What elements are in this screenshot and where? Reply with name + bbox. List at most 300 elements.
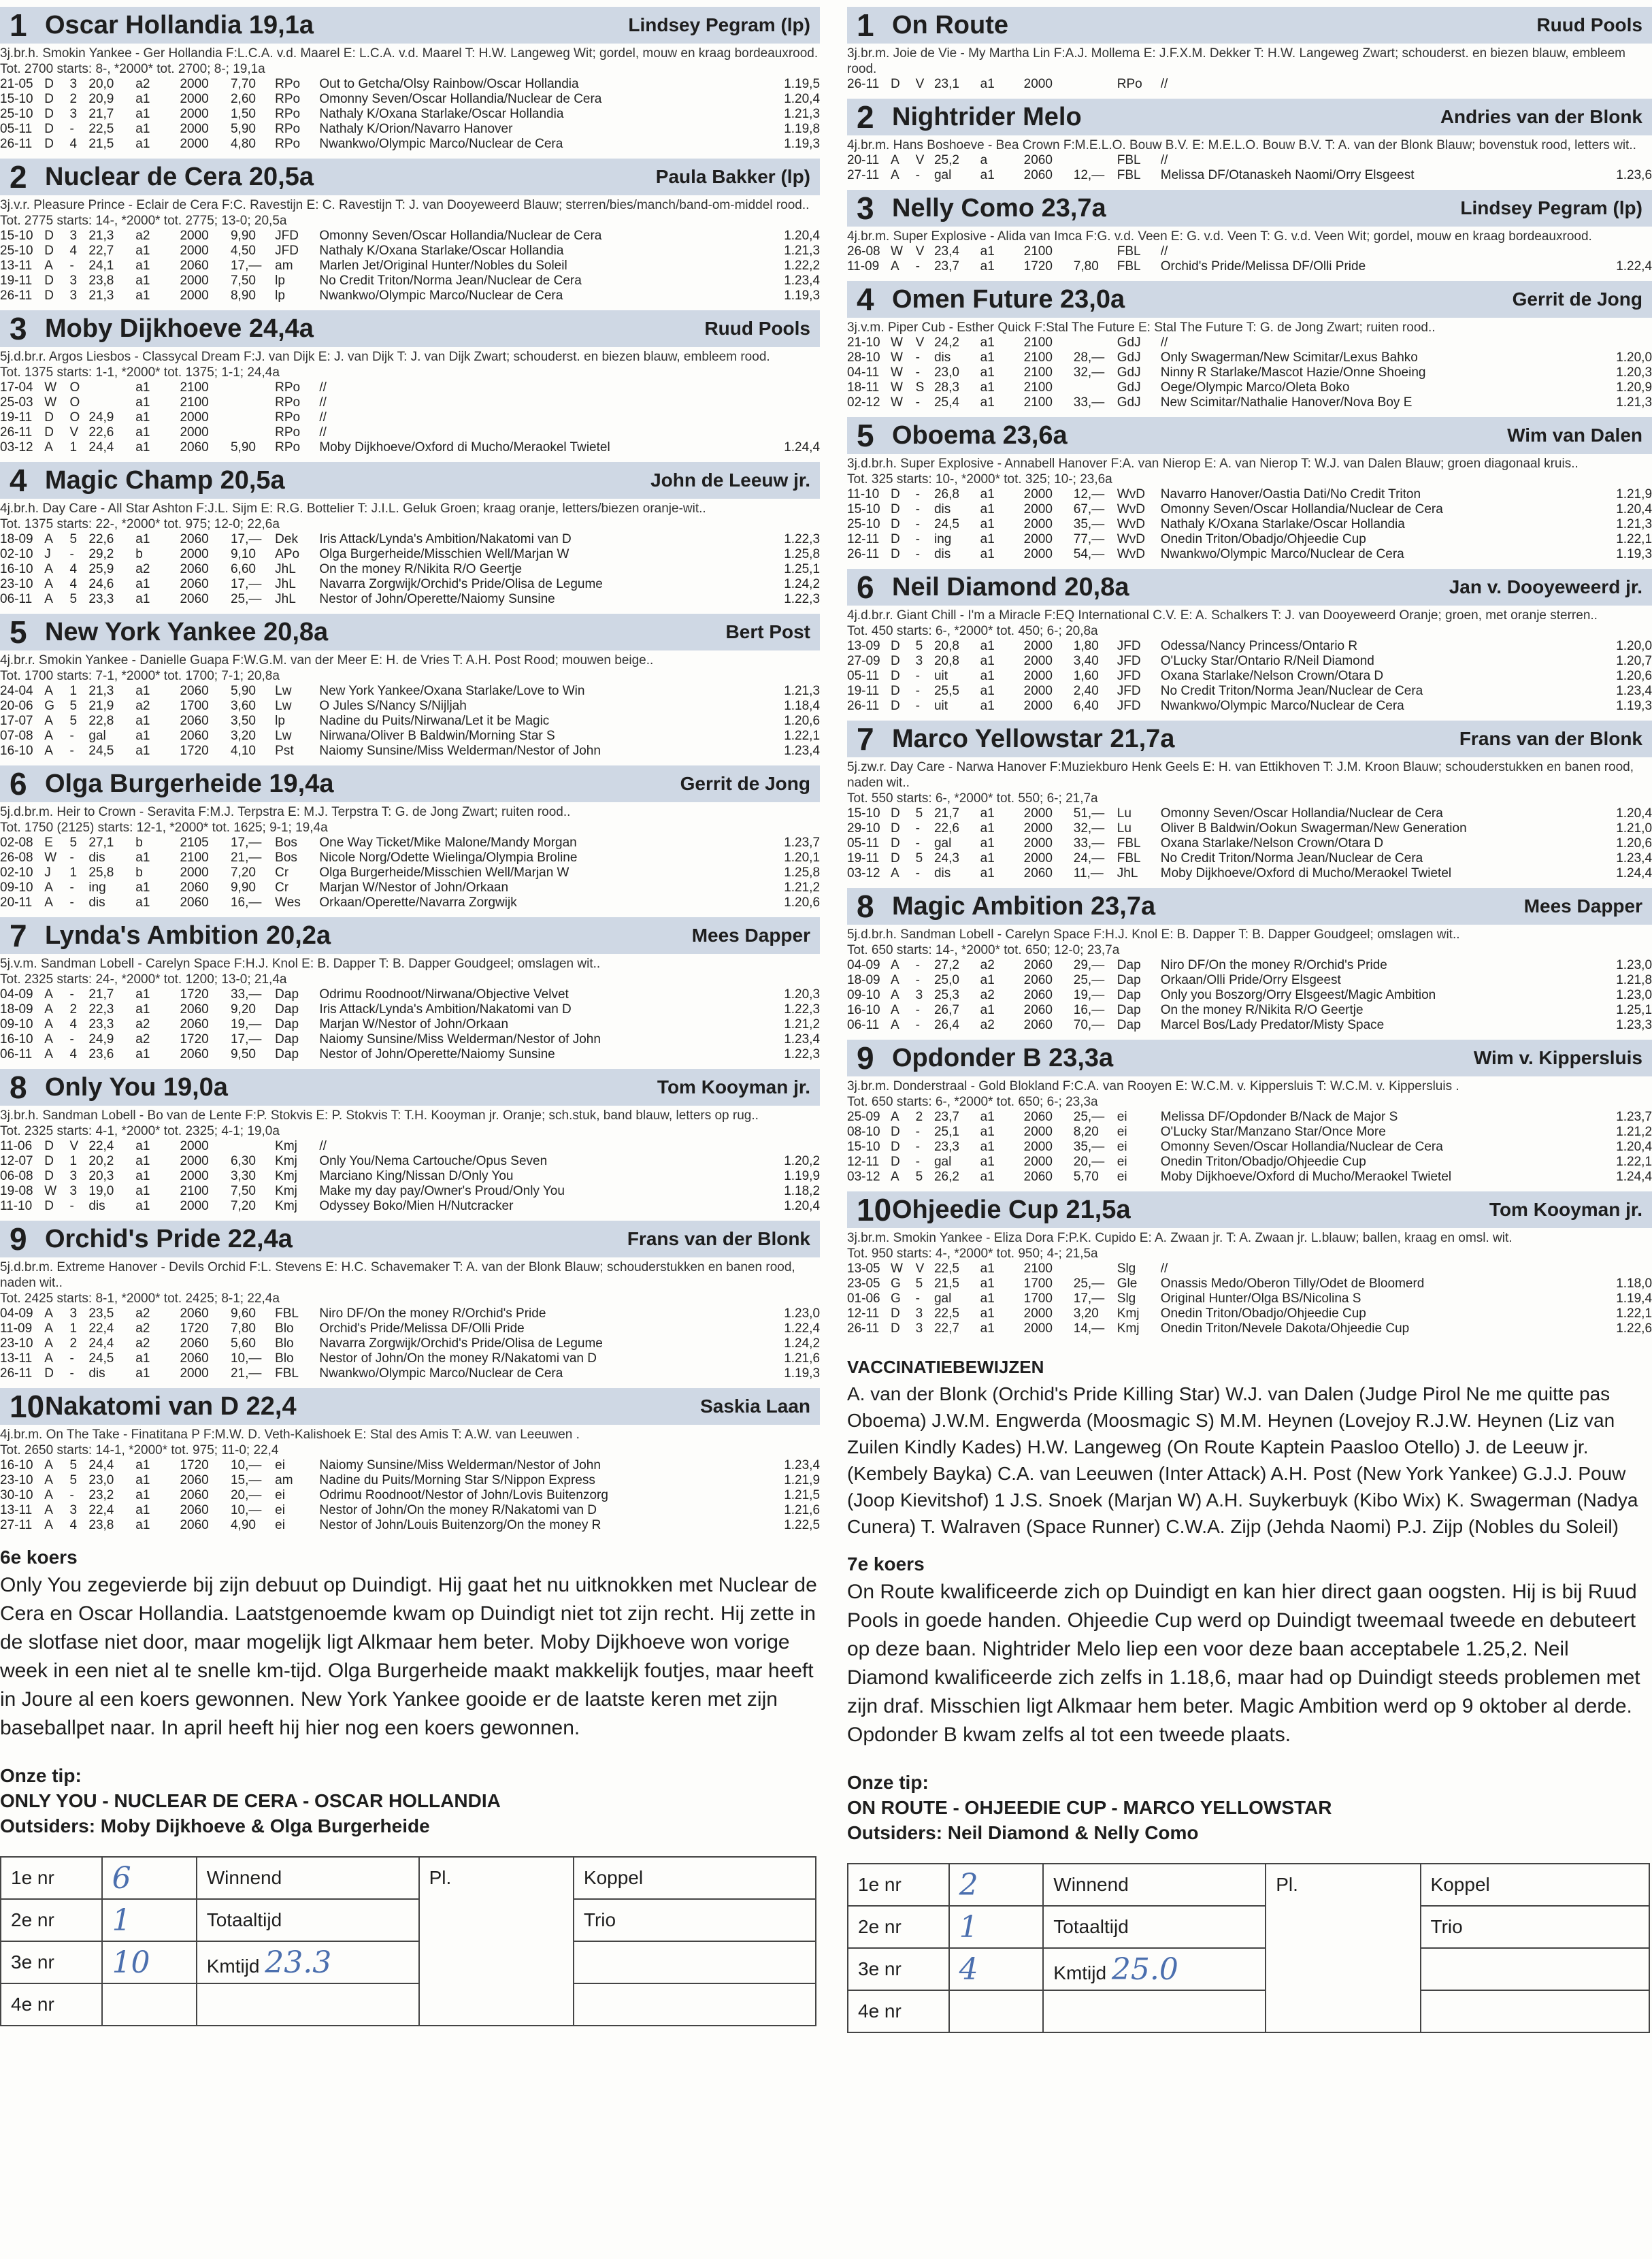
odds: 19,— (1073, 988, 1105, 1002)
class: a1 (980, 380, 995, 395)
winner-time: 1.19,3 (784, 288, 821, 303)
race-date: 03-12 (0, 440, 33, 455)
odds (1074, 380, 1117, 395)
class: a1 (980, 1262, 995, 1276)
race-result: Omonny Seven/Oscar Hollandia/Nuclear de Cera (319, 229, 602, 243)
class: a1 (135, 1366, 150, 1381)
race-date: 09-10 (847, 988, 880, 1002)
horse-name: Oscar Hollandia 19,1a (45, 10, 314, 39)
race-entry (0, 1221, 820, 1381)
driver: GdJ (1117, 335, 1141, 350)
km-time: 24,3 (934, 851, 959, 865)
driver: Dap (275, 1032, 299, 1046)
grid-label-n1: 1e nr (848, 1864, 949, 1906)
km-time: 24,9 (88, 1032, 114, 1046)
driver: Kmj (275, 1154, 297, 1168)
horse-header (847, 7, 1652, 44)
career-totals: Tot. 550 starts: 6-, *2000* tot. 550; 6-; 21,7a (847, 791, 1098, 806)
odds: 35,— (1073, 517, 1105, 531)
place: - (915, 821, 920, 836)
grid-field-n4[interactable] (102, 1983, 197, 2026)
track: D (891, 669, 900, 683)
track: A (44, 1488, 53, 1502)
race-result: Nicole Norg/Odette Wielinga/Olympia Broline (319, 851, 578, 865)
grid-field-kmtijd[interactable] (197, 1941, 419, 1983)
pedigree-info: 3j.d.br.h. Super Explosive - Annabell Hanover F:A. van Nierop E: A. van Nierop T: W.J. van Dalen Blauw; groen diagonaal kruis.. (847, 457, 1579, 471)
form-row (0, 729, 820, 744)
track: A (891, 988, 899, 1002)
race-date: 02-10 (0, 547, 33, 561)
km-time: 21,7 (934, 806, 959, 821)
odds: 5,90 (230, 440, 256, 455)
km-time: 22,4 (88, 1321, 114, 1336)
winner-time: 1.22,1 (1616, 532, 1652, 546)
odds: 17,— (1073, 1291, 1105, 1306)
distance: 2000 (180, 288, 209, 303)
winner-time: 1.21,3 (784, 107, 821, 121)
race-entry (847, 888, 1652, 1033)
form-row (0, 1503, 820, 1518)
horse-number: 7 (10, 918, 27, 953)
driver: JFD (1117, 669, 1141, 683)
form-row (847, 1262, 1652, 1276)
pedigree-info: 3j.v.m. Piper Cub - Esther Quick F:Stal The Future E: Stal The Future T: G. de Jong Zwart; ruiten rood.. (847, 320, 1436, 335)
place: - (915, 958, 920, 972)
horse-header (0, 917, 820, 954)
driver: RPo (275, 107, 301, 121)
race-date: 30-10 (0, 1488, 33, 1502)
trainer-name: Wim van Dalen (1507, 425, 1642, 446)
koers-text: Only You zegevierde bij zijn debuut op Duindigt. Hij gaat het nu uitknokken met Nuclear de Cera en Oscar Hollandia. Laatstgenoemde kwam op Duindigt niet tot zijn recht. Hij zette in de slotfase niet door, maar mogelijk ligt Alkmaar hem beter. Moby Dijkhoeve won vorige week in een niet al te snelle km-tijd. Olga Burgerheide maakt makkelijk foutjes, maar heeft in Joure al een koers gewonnen. New York Yankee gooide er de laatste keren met zijn baseballpet naar. In april heeft hij hier nog een koers gewonnen. (0, 1574, 817, 1739)
distance: 2000 (1023, 699, 1053, 713)
winner-time: 1.19,8 (784, 122, 821, 136)
odds: 6,40 (1073, 699, 1099, 713)
place: - (69, 1366, 74, 1381)
km-time: 21,3 (88, 229, 114, 243)
winner-time: 1.22,4 (784, 1321, 821, 1336)
distance: 2000 (180, 865, 209, 880)
odds: 9,10 (230, 547, 256, 561)
grid-empty-1[interactable] (1421, 1948, 1649, 1990)
pedigree-info: 4j.br.m. On The Take - Finatitana P F:M.W. D. Veth-Kalishoek E: Stal des Amis T: A.W. van Leeuwen . (0, 1428, 580, 1442)
form-row (0, 865, 820, 880)
grid-empty-3[interactable] (1421, 1990, 1649, 2032)
km-time: 20,8 (934, 654, 959, 668)
place: 5 (915, 806, 923, 821)
place: - (915, 365, 920, 380)
place: - (69, 122, 74, 136)
career-totals: Tot. 650 starts: 6-, *2000* tot. 650; 6-; 23,3a (847, 1095, 1098, 1109)
km-time: 25,2 (934, 153, 959, 167)
track: A (44, 1306, 53, 1321)
place: 3 (69, 288, 78, 303)
odds: 4,10 (230, 744, 256, 758)
winner-time: 1.20,4 (1616, 502, 1652, 516)
horse-header (0, 1069, 820, 1106)
pedigree-info: 3j.br.h. Smokin Yankee - Ger Hollandia F:L.C.A. v.d. Maarel E: L.C.A. v.d. Maarel T: H.W. Langeweg Wit; gordel, mouw en kraag bordeauxrood. (0, 46, 819, 61)
form-row (0, 699, 820, 714)
race-result: O'Lucky Star/Manzano Star/Once More (1160, 1125, 1386, 1139)
km-time: 22,5 (934, 1262, 959, 1276)
grid-label-n3: 3e nr (1, 1941, 102, 1983)
right-column (847, 0, 1652, 2033)
race-date: 19-11 (847, 851, 880, 865)
race-entry (0, 614, 820, 759)
horse-name: Ohjeedie Cup 21,5a (892, 1195, 1131, 1224)
distance: 2060 (1023, 1018, 1053, 1032)
odds: 3,60 (230, 699, 256, 713)
grid-field-n3[interactable] (102, 1941, 197, 1983)
km-time: 24,2 (934, 335, 959, 350)
track: D (44, 1154, 54, 1168)
race-date: 07-08 (0, 729, 33, 743)
class: a1 (980, 654, 995, 668)
track: D (891, 532, 900, 546)
race-result: Iris Attack/Lynda's Ambition/Nakatomi van D (319, 532, 572, 546)
horse-number: 6 (857, 570, 874, 605)
grid-field-n1[interactable] (102, 1857, 197, 1899)
odds: 11,— (1073, 866, 1104, 880)
form-row (847, 988, 1652, 1003)
km-time: 25,3 (934, 988, 959, 1002)
form-row (847, 699, 1652, 714)
driver: WvD (1117, 487, 1145, 501)
driver: WvD (1117, 547, 1145, 561)
odds: 16,— (230, 895, 262, 910)
race-date: 21-10 (847, 335, 880, 350)
place: - (915, 350, 920, 365)
koers-title: 7e koers (847, 1553, 925, 1574)
winner-time: 1.21,8 (1616, 973, 1652, 987)
form-row (0, 577, 820, 592)
distance: 2000 (180, 77, 209, 91)
km-time: 23,7 (934, 1110, 959, 1124)
distance: 1700 (1023, 1276, 1053, 1291)
driver: RPo (275, 122, 301, 136)
distance: 1720 (180, 1458, 209, 1472)
class: a2 (135, 1032, 150, 1046)
km-time: 20,3 (88, 1169, 114, 1183)
horse-name: Marco Yellowstar 21,7a (892, 724, 1175, 753)
place: - (69, 880, 74, 895)
class: a1 (135, 137, 150, 151)
career-totals: Tot. 950 starts: 4-, *2000* tot. 950; 4-; 21,5a (847, 1247, 1098, 1261)
driver: APo (275, 547, 300, 561)
distance: 2060 (1023, 973, 1053, 987)
race-entry (847, 721, 1652, 881)
track: A (44, 577, 53, 591)
driver: RPo (275, 440, 301, 455)
place: - (915, 532, 920, 546)
odds (1074, 153, 1117, 168)
distance: 2000 (1023, 77, 1053, 91)
trainer-name: Frans van der Blonk (627, 1228, 810, 1249)
trainer-name: Ruud Pools (704, 318, 810, 339)
class: a2 (135, 699, 150, 713)
class: a1 (980, 684, 995, 698)
race-date: 05-11 (847, 836, 880, 851)
class: a1 (980, 1306, 995, 1321)
class: a1 (135, 880, 150, 895)
class: a1 (980, 259, 995, 274)
odds: 70,— (1073, 1018, 1105, 1032)
class: a2 (980, 958, 995, 972)
place: 5 (915, 639, 923, 653)
distance: 2060 (180, 562, 209, 576)
distance: 2100 (180, 395, 209, 410)
track: A (44, 592, 53, 606)
class: a1 (980, 836, 995, 851)
distance: 2100 (180, 1184, 209, 1198)
race-date: 01-06 (847, 1291, 880, 1306)
form-row (847, 244, 1652, 259)
form-row (0, 1321, 820, 1336)
track: A (891, 259, 899, 274)
track: A (44, 729, 53, 743)
place: - (915, 836, 920, 851)
class: a2 (135, 1306, 150, 1321)
distance: 2060 (180, 1002, 209, 1017)
form-row (847, 153, 1652, 168)
km-time: 23,1 (934, 77, 959, 91)
odds: 5,90 (230, 122, 256, 136)
track: D (891, 1306, 900, 1321)
form-row (847, 395, 1652, 410)
driver: JFD (1117, 684, 1141, 698)
form-row (847, 1140, 1652, 1155)
handwritten-n3: 10 (112, 1945, 150, 1980)
km-time: 25,9 (88, 562, 114, 576)
odds: 7,80 (1073, 259, 1099, 274)
race-date: 15-10 (847, 806, 880, 821)
race-entry (847, 1191, 1652, 1336)
driver: lp (275, 288, 285, 303)
place: V (915, 335, 925, 350)
winner-time: 1.22,2 (784, 259, 821, 273)
odds: 16,— (1073, 1003, 1105, 1017)
driver: GdJ (1117, 365, 1141, 380)
race-date: 11-10 (0, 1199, 33, 1213)
race-date: 03-12 (847, 866, 880, 880)
race-date: 25-03 (0, 395, 33, 410)
race-date: 26-11 (847, 77, 880, 91)
track: A (44, 987, 53, 1002)
distance: 2000 (180, 1199, 209, 1213)
horse-number: 1 (10, 7, 27, 43)
grid-empty-2[interactable] (197, 1983, 419, 2026)
odds: 20,— (1073, 1155, 1105, 1169)
class: a2 (135, 1321, 150, 1336)
place: 5 (69, 1458, 78, 1472)
race-result: Marciano King/Nissan D/Only You (319, 1169, 514, 1183)
race-result: Iris Attack/Lynda's Ambition/Nakatomi van D (319, 1002, 572, 1017)
horse-number: 9 (10, 1221, 27, 1257)
winner-time: 1.19,3 (1616, 699, 1652, 713)
track: D (891, 1321, 900, 1336)
left-column (0, 0, 820, 2026)
grid-label-kmtijd: Kmtijd (206, 1955, 260, 1977)
track: A (891, 973, 899, 987)
horse-number: 3 (10, 311, 27, 346)
form-row (0, 395, 820, 410)
track: A (44, 1458, 53, 1472)
race-result: O Jules S/Nancy S/Nijljah (319, 699, 467, 713)
class: a1 (135, 244, 150, 258)
km-time: 22,7 (88, 244, 114, 258)
form-row (847, 259, 1652, 274)
place: 4 (69, 1047, 78, 1061)
race-date: 15-10 (847, 1140, 880, 1154)
race-entry (847, 281, 1652, 410)
km-time: 21,3 (88, 684, 114, 698)
driver: ei (275, 1518, 285, 1532)
horse-number: 10 (857, 1192, 892, 1227)
race-result: Melissa DF/Otanaskeh Naomi/Orry Elsgeest (1160, 168, 1415, 182)
grid-field-kmtijd[interactable] (1043, 1948, 1266, 1990)
grid-field-n2[interactable] (102, 1899, 197, 1941)
horse-name: Omen Future 23,0a (892, 284, 1125, 314)
class: a1 (135, 592, 150, 606)
race-result: Marjan W/Nestor of John/Orkaan (319, 1017, 509, 1032)
race-date: 02-12 (847, 395, 880, 410)
driver: FBL (275, 1306, 299, 1321)
horse-header (0, 159, 820, 195)
winner-time: 1.23,0 (1616, 988, 1652, 1002)
winner-time: 1.19,3 (784, 137, 821, 151)
km-time: ing (88, 880, 106, 895)
odds: 4,50 (230, 244, 256, 258)
place: 4 (69, 137, 78, 151)
race-result: Nadine du Puits/Nirwana/Let it be Magic (319, 714, 550, 728)
class: a1 (135, 744, 150, 758)
class: a1 (135, 1488, 150, 1502)
class: a1 (135, 92, 150, 106)
place: - (915, 517, 920, 531)
grid-field-n2[interactable] (949, 1906, 1044, 1948)
race-entry (847, 99, 1652, 183)
form-row (0, 137, 820, 152)
class: a1 (980, 1321, 995, 1336)
odds: 12,— (1073, 487, 1105, 501)
place: - (69, 895, 74, 910)
distance: 2060 (1023, 988, 1053, 1002)
class: a1 (135, 1184, 150, 1198)
driver: lp (275, 714, 285, 728)
horse-header (847, 1040, 1652, 1076)
grid-field-n4[interactable] (949, 1990, 1044, 2032)
winner-time: 1.20,6 (784, 895, 821, 910)
class: a1 (980, 806, 995, 821)
race-date: 04-09 (847, 958, 880, 972)
km-time: 26,7 (934, 1003, 959, 1017)
driver: Slg (1117, 1291, 1136, 1306)
grid-empty-2[interactable] (1043, 1990, 1266, 2032)
driver: JhL (275, 562, 296, 576)
distance: 2060 (180, 684, 209, 698)
form-row (0, 1017, 820, 1032)
track: D (44, 274, 54, 288)
race-date: 18-11 (847, 380, 880, 395)
race-date: 27-11 (0, 1518, 33, 1532)
distance: 2105 (180, 836, 209, 850)
class: a1 (980, 866, 995, 880)
form-row (847, 1125, 1652, 1140)
place: - (915, 487, 920, 501)
winner-time: 1.20,9 (1616, 380, 1652, 395)
race-result: Navarra Zorgwijk/Orchid's Pride/Olisa de Legume (319, 1336, 603, 1351)
horse-name: Nakatomi van D 22,4 (45, 1391, 297, 1421)
km-time: 23,4 (934, 244, 959, 259)
race-date: 12-11 (847, 1155, 880, 1169)
track: A (891, 958, 899, 972)
driver: JFD (275, 244, 299, 258)
form-row (847, 958, 1652, 973)
winner-time: 1.20,0 (1616, 639, 1652, 653)
horse-name: On Route (892, 10, 1008, 39)
place: 5 (915, 851, 923, 865)
class: a2 (135, 1336, 150, 1351)
form-row (847, 168, 1652, 183)
race-entry (0, 159, 820, 303)
class: a1 (980, 851, 995, 865)
distance: 2000 (1023, 1140, 1053, 1154)
driver: Bos (275, 851, 297, 865)
track: A (891, 1110, 899, 1124)
distance: 1700 (1023, 1291, 1053, 1306)
class: a1 (980, 517, 995, 531)
place: - (915, 684, 920, 698)
horse-header (0, 1221, 820, 1257)
odds: 28,— (1073, 350, 1105, 365)
race-date: 16-10 (0, 562, 33, 576)
pedigree-info: 3j.br.h. Sandman Lobell - Bo van de Lente F:P. Stokvis E: P. Stokvis T: T.H. Kooyman jr. Oranje; sch.stuk, band blauw, letters op rug.. (0, 1108, 759, 1123)
km-time: 23,3 (934, 1140, 959, 1154)
place: 4 (69, 244, 78, 258)
form-row (847, 1170, 1652, 1185)
track: D (891, 487, 900, 501)
horse-header (0, 310, 820, 347)
career-totals: Tot. 1375 starts: 1-1, *2000* tot. 1375; 1-1; 24,4a (0, 365, 280, 380)
horse-header (0, 614, 820, 650)
place: V (69, 1139, 79, 1153)
grid-field-n1[interactable] (949, 1864, 1044, 1906)
race-date: 06-08 (0, 1169, 33, 1183)
form-row (0, 288, 820, 303)
grid-field-n3[interactable] (949, 1948, 1044, 1990)
place: V (915, 1262, 925, 1276)
track: W (891, 335, 903, 350)
race-date: 13-09 (847, 639, 880, 653)
career-totals: Tot. 1375 starts: 22-, *2000* tot. 975; 12-0; 22,6a (0, 517, 280, 531)
distance: 2000 (180, 229, 209, 243)
place: - (69, 1032, 74, 1046)
odds (1074, 244, 1117, 259)
race-date: 05-11 (847, 669, 880, 683)
grid-empty-1[interactable] (574, 1941, 816, 1983)
driver: Lu (1117, 806, 1131, 821)
race-result: Onedin Triton/Obadjo/Ohjeedie Cup (1160, 1306, 1366, 1321)
place: 5 (69, 1473, 78, 1487)
km-time: 28,3 (934, 380, 959, 395)
race-date: 25-10 (0, 107, 33, 121)
class: b (135, 836, 143, 850)
grid-label-winnend: Winnend (1043, 1864, 1266, 1906)
class: a1 (135, 714, 150, 728)
grid-label-n2: 2e nr (1, 1899, 102, 1941)
grid-empty-3[interactable] (574, 1983, 816, 2026)
place: 3 (69, 107, 78, 121)
driver: ei (275, 1458, 285, 1472)
